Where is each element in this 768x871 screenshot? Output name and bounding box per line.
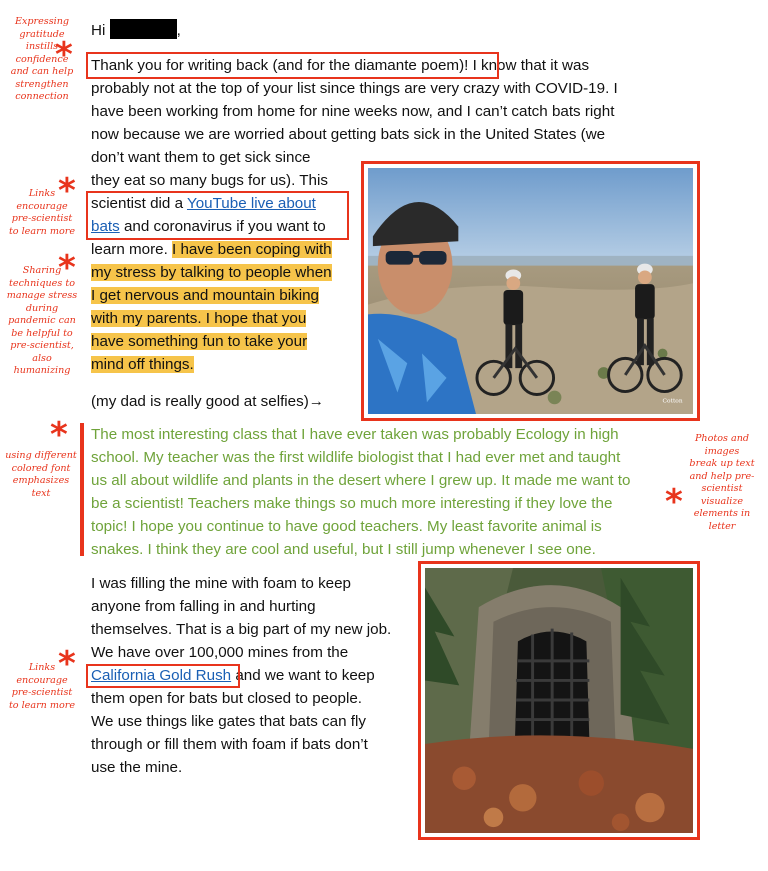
letter-greeting: Hi , (91, 19, 181, 42)
gold-rush-link-box (86, 664, 240, 688)
youtube-live-link[interactable]: YouTube live about (186, 195, 316, 212)
redacted-name (110, 19, 177, 39)
asterisk-icon: * (58, 171, 76, 211)
selfie-caption: (my dad is really good at selfies)→ (91, 393, 324, 410)
annotation-photos: Photos and images break up text and help pre- scientist visualize elements in letter (689, 433, 755, 532)
selfie-photo (361, 161, 700, 421)
asterisk-icon: * (58, 644, 76, 684)
annotation-gratitude: Expressing gratitude instills confidence and can help strengthen connection (10, 16, 74, 102)
california-gold-rush-link[interactable]: California Gold Rush (91, 667, 232, 684)
photo-watermark: Cotton (662, 398, 683, 405)
annotation-colored-font: using different colored font emphasizes text (5, 450, 77, 499)
asterisk-icon: * (55, 35, 73, 75)
youtube-link-box (86, 191, 349, 240)
coping-highlight: I have been coping with (172, 241, 332, 258)
annotation-sharing: Sharing techniques to manage stress during pandemic can be helpful to pre-scientist, also humanizing (6, 265, 78, 376)
asterisk-icon: * (50, 415, 68, 455)
letter-paragraph-green: The most interesting class that I have ever taken was probably Ecology in high school. My teacher was the first wildlife biologist that I had ever met and taught us all about wildlife and plants in the desert where I grew up. It made me want to be a scientist! Teachers make things so much more interesting if they love the topic! I hope you continue to have good teachers. My least favorite animal is snakes. I think they are cool and useful, but I still jump whenever I see one. (91, 426, 631, 558)
letter-paragraph-1: Thank you for writing back (and for the diamante poem)! I know that it was probably not at the top of your list since things are very crazy with COVID-19. I have been working from home for nine weeks now, and I can’t catch bats right now because we are worried about getting bats sick in the United States (we don’t want them to get sick since they eat so many bugs for us). This scientist did a YouTube live about bats and coronavirus if you want to learn more. I have been coping with my stress by talking to people when I get nervous and mountain biking with my parents. I hope that you have something fun to take your mind off things. (91, 57, 618, 373)
mine-photo (418, 561, 700, 840)
selfie-image (368, 168, 693, 414)
letter-paragraph-mine: I was filling the mine with foam to keep anyone from falling in and hurting themselves. That is a big part of my new job. We have over 100,000 mines from the California Gold Rush and we want to keep them open for bats but closed to people. We use things like gates that bats can fly through or fill them with foam if bats don’t use the mine. (91, 575, 392, 776)
asterisk-icon: * (58, 248, 76, 288)
green-paragraph-bar (80, 423, 84, 556)
asterisk-icon: * (665, 482, 683, 522)
annotation-links-1: Links encourage pre-scientist to learn more (8, 188, 76, 237)
youtube-live-link-cont[interactable]: bats (91, 218, 120, 235)
mine-image (425, 568, 693, 833)
thank-you-phrase: Thank you for writing back (and for the diamante poem)! (91, 57, 469, 74)
annotation-links-2: Links encourage pre-scientist to learn more (8, 662, 76, 711)
thank-you-box (86, 52, 499, 79)
arrow-right-icon: → (308, 393, 324, 410)
